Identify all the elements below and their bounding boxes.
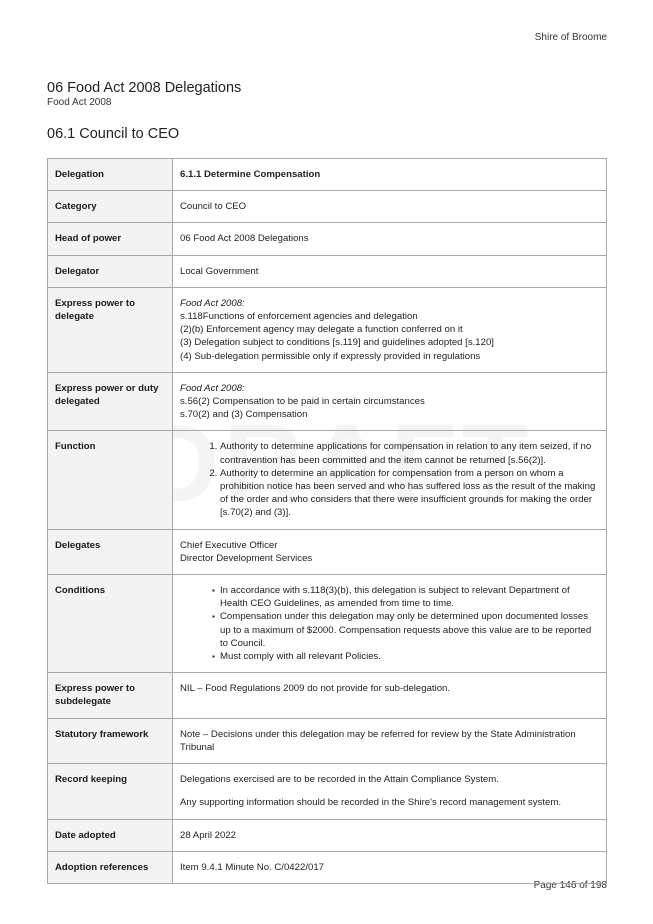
table-row-adoption-references <box>48 851 607 883</box>
delegate-name: Chief Executive Officer <box>180 539 278 551</box>
delegation-name: 6.1.1 Determine Compensation <box>173 159 607 191</box>
row-label: Head of power <box>48 223 173 255</box>
row-label: Date adopted <box>48 819 173 851</box>
row-label: Delegation <box>48 159 173 191</box>
function-item: 2. Authority to determine an application for compensation from a person on whom a prohibition notice has been served and who has suffered loss as the result of the making of the order and who considers that there were insufficient grounds for making the order [s.70(2) and (3)]. <box>220 467 599 520</box>
category-value: Council to CEO <box>173 191 607 223</box>
statutory-framework-value: Note – Decisions under this delegation may be referred for review by the State Administration Tribunal <box>173 718 607 763</box>
act-name: Food Act 2008: <box>180 382 245 394</box>
table-row-function <box>48 431 607 529</box>
row-label: Express power to delegate <box>48 287 173 372</box>
row-label: Delegates <box>48 529 173 574</box>
record-keeping-value <box>173 764 607 819</box>
document-subtitle: Food Act 2008 <box>47 97 112 108</box>
section-line: (2)(b) Enforcement agency may delegate a function conferred on it <box>180 324 463 336</box>
table-row-statutory-framework <box>48 718 607 763</box>
section-title: 06.1 Council to CEO <box>47 126 180 142</box>
row-label: Record keeping <box>48 764 173 819</box>
delegate-name: Director Development Services <box>180 552 313 564</box>
conditions-value <box>173 575 607 673</box>
row-label: Conditions <box>48 575 173 673</box>
delegator-value: Local Government <box>173 255 607 287</box>
section-line: s.70(2) and (3) Compensation <box>180 409 308 421</box>
delegation-table <box>47 158 607 884</box>
conditions-list <box>180 584 599 663</box>
row-label: Category <box>48 191 173 223</box>
section-line: (4) Sub-delegation permissible only if expressly provided in regulations <box>180 350 481 362</box>
record-keeping-paragraph: Delegations exercised are to be recorded in the Attain Compliance System. <box>180 774 499 786</box>
condition-item: ▪ Must comply with all relevant Policies. <box>220 650 599 663</box>
function-item: 1. Authority to determine applications for compensation in relation to any item seized, if no contravention has been committed and the item cannot be returned [s.56(2)]. <box>220 440 599 466</box>
function-list <box>180 440 599 519</box>
page-number: Page 146 of 198 <box>533 880 607 891</box>
row-label: Express power to subdelegate <box>48 673 173 718</box>
section-line: s.118Functions of enforcement agencies and delegation <box>180 311 418 323</box>
table-row-delegation <box>48 159 607 191</box>
row-label: Function <box>48 431 173 529</box>
record-keeping-paragraph: Any supporting information should be recorded in the Shire's record management system. <box>180 797 561 809</box>
condition-item: ▪ In accordance with s.118(3)(b), this delegation is subject to relevant Department of Health CEO Guidelines, as amended from time to time. <box>220 584 599 610</box>
table-row-delegator <box>48 255 607 287</box>
express-power-to-delegate-value <box>173 287 607 372</box>
condition-item: ▪ Compensation under this delegation may only be determined upon documented losses up to a maximum of $2000. Compensation requests above this value are to be reported to Council. <box>220 610 599 650</box>
row-label: Express power or duty delegated <box>48 372 173 431</box>
section-line: s.56(2) Compensation to be paid in certain circumstances <box>180 396 425 408</box>
table-row-record-keeping <box>48 764 607 819</box>
row-label: Delegator <box>48 255 173 287</box>
table-row-category <box>48 191 607 223</box>
express-power-or-duty-value <box>173 372 607 431</box>
document-title: 06 Food Act 2008 Delegations <box>47 80 242 96</box>
table-row-conditions <box>48 575 607 673</box>
date-adopted-value: 28 April 2022 <box>173 819 607 851</box>
table-row-date-adopted <box>48 819 607 851</box>
table-row-express-power-to-delegate <box>48 287 607 372</box>
table-row-express-power-to-subdelegate <box>48 673 607 718</box>
act-name: Food Act 2008: <box>180 297 245 309</box>
table-row-head-of-power <box>48 223 607 255</box>
section-line: (3) Delegation subject to conditions [s.119] and guidelines adopted [s.120] <box>180 337 494 349</box>
table-row-express-power-or-duty-delegated <box>48 372 607 431</box>
table-row-delegates <box>48 529 607 574</box>
delegates-value <box>173 529 607 574</box>
row-label: Statutory framework <box>48 718 173 763</box>
adoption-references-value: Item 9.4.1 Minute No. C/0422/017 <box>173 851 607 883</box>
row-label: Adoption references <box>48 851 173 883</box>
organisation-header: Shire of Broome <box>534 32 607 43</box>
head-of-power-value: 06 Food Act 2008 Delegations <box>173 223 607 255</box>
function-value <box>173 431 607 529</box>
subdelegate-value: NIL – Food Regulations 2009 do not provide for sub-delegation. <box>173 673 607 718</box>
